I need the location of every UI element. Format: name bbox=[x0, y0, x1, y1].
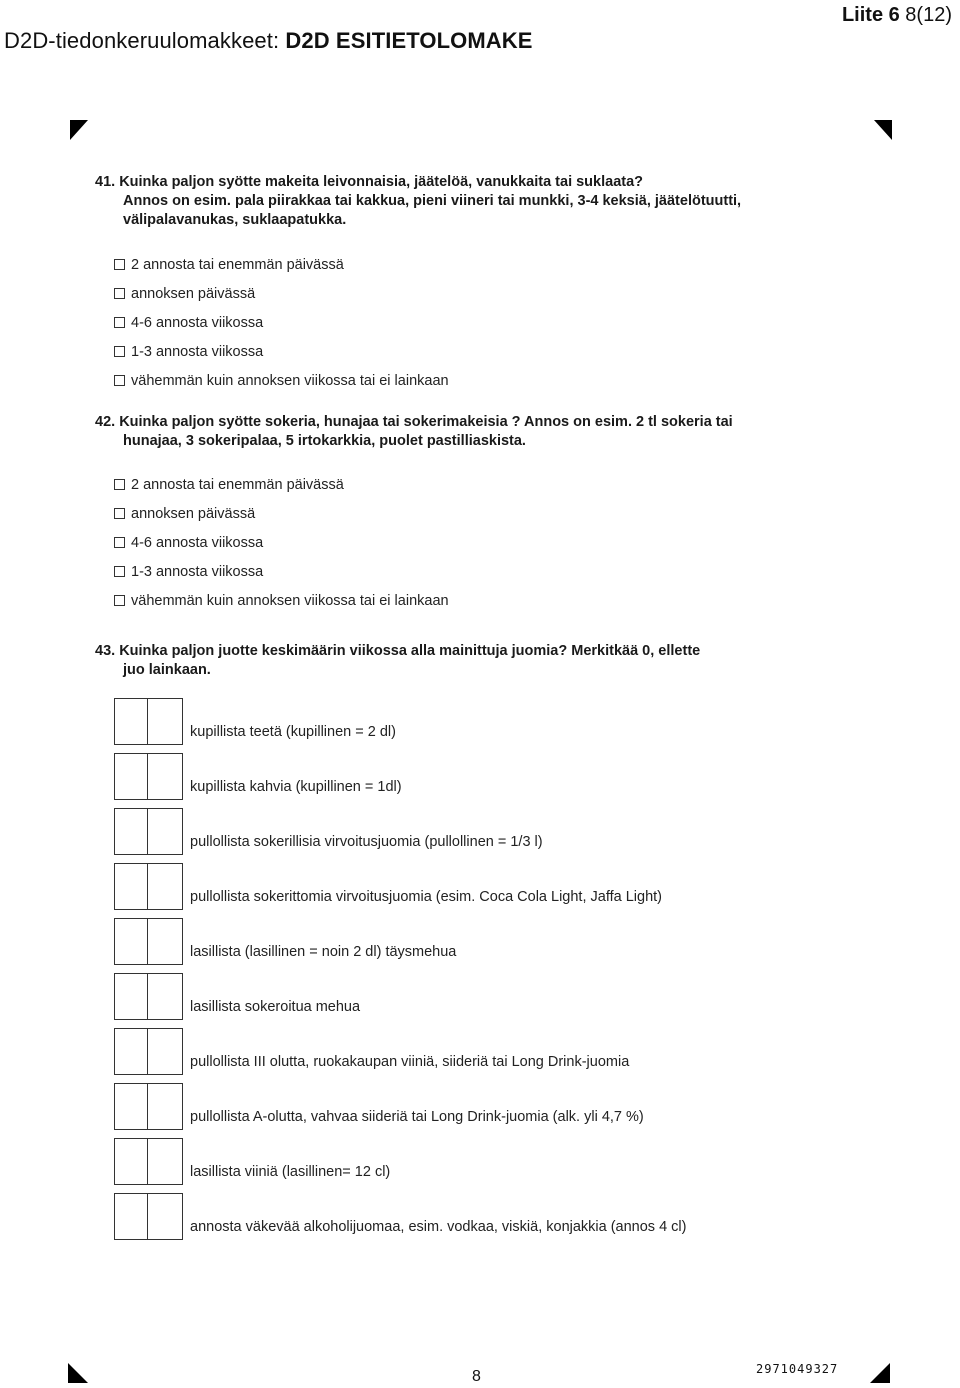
digit-box-tens[interactable] bbox=[114, 918, 148, 965]
question-number: 43. bbox=[95, 643, 116, 659]
option-label: 4-6 annosta viikossa bbox=[131, 534, 264, 551]
digit-box-ones[interactable] bbox=[148, 698, 183, 745]
question-text-line1: Kuinka paljon syötte sokeria, hunajaa tai sokerimakeisia ? Annos on esim. 2 tl sokeria tai bbox=[119, 414, 733, 430]
digit-box-ones[interactable] bbox=[148, 808, 183, 855]
question-text-line2: juo lainkaan. bbox=[123, 662, 211, 678]
option-row[interactable] bbox=[114, 250, 449, 279]
header-prefix: D2D-tiedonkeruulomakkeet: bbox=[4, 28, 286, 53]
digit-box-tens[interactable] bbox=[114, 863, 148, 910]
option-label: 1-3 annosta viikossa bbox=[131, 563, 264, 580]
digit-box-ones[interactable] bbox=[148, 1138, 183, 1185]
question-41-options bbox=[114, 250, 449, 395]
appendix-number: Liite 6 bbox=[841, 4, 900, 26]
digit-box-tens[interactable] bbox=[114, 1083, 148, 1130]
drink-label: pullollista A-olutta, vahvaa siideriä tai Long Drink-juomia (alk. yli 4,7 %) bbox=[190, 1109, 644, 1125]
checkbox[interactable] bbox=[114, 317, 125, 328]
option-label: vähemmän kuin annoksen viikossa tai ei lainkaan bbox=[131, 372, 449, 389]
digit-box-ones[interactable] bbox=[148, 973, 183, 1020]
checkbox[interactable] bbox=[114, 375, 125, 386]
question-text-line3: välipalavanukas, suklaapatukka. bbox=[123, 212, 347, 228]
registration-mark-top-right bbox=[874, 120, 892, 140]
option-row[interactable] bbox=[114, 308, 449, 337]
digit-box-tens[interactable] bbox=[114, 1138, 148, 1185]
question-number: 41. bbox=[95, 174, 116, 190]
registration-mark-bottom-left bbox=[68, 1363, 88, 1383]
appendix-page: 8(12) bbox=[899, 4, 952, 26]
drink-label: lasillista sokeroitua mehua bbox=[190, 999, 361, 1015]
checkbox[interactable] bbox=[114, 259, 125, 270]
option-label: vähemmän kuin annoksen viikossa tai ei lainkaan bbox=[131, 592, 449, 609]
header-form-name: D2D ESITIETOLOMAKE bbox=[285, 28, 533, 53]
drink-label: kupillista teetä (kupillinen = 2 dl) bbox=[190, 724, 396, 740]
digit-box-ones[interactable] bbox=[148, 863, 183, 910]
option-label: annoksen päivässä bbox=[131, 285, 256, 302]
digit-box-tens[interactable] bbox=[114, 973, 148, 1020]
option-row[interactable] bbox=[114, 528, 449, 557]
form-code: 2971049327 bbox=[756, 1362, 839, 1376]
option-label: 4-6 annosta viikossa bbox=[131, 314, 264, 331]
question-43 bbox=[95, 642, 895, 680]
document-header-title bbox=[4, 28, 533, 54]
digit-box-tens[interactable] bbox=[114, 808, 148, 855]
question-42 bbox=[95, 413, 895, 451]
digit-box-ones[interactable] bbox=[148, 918, 183, 965]
registration-mark-bottom-right bbox=[870, 1363, 890, 1383]
option-label: 2 annosta tai enemmän päivässä bbox=[131, 476, 344, 493]
question-text-line1: Kuinka paljon syötte makeita leivonnaisia, jäätelöä, vanukkaita tai suklaata? bbox=[119, 174, 644, 190]
checkbox[interactable] bbox=[114, 595, 125, 606]
checkbox[interactable] bbox=[114, 346, 125, 357]
question-41 bbox=[95, 173, 895, 230]
question-text-line2: hunajaa, 3 sokeripalaa, 5 irtokarkkia, puolet pastilliaskista. bbox=[123, 433, 526, 449]
digit-box-tens[interactable] bbox=[114, 1193, 148, 1240]
page-number: 8 bbox=[472, 1368, 481, 1385]
drink-label: lasillista (lasillinen = noin 2 dl) täysmehua bbox=[190, 944, 457, 960]
option-row[interactable] bbox=[114, 366, 449, 395]
drink-label: pullollista III olutta, ruokakaupan viiniä, siideriä tai Long Drink-juomia bbox=[190, 1054, 630, 1070]
option-label: 1-3 annosta viikossa bbox=[131, 343, 264, 360]
option-label: 2 annosta tai enemmän päivässä bbox=[131, 256, 344, 273]
checkbox[interactable] bbox=[114, 537, 125, 548]
option-label: annoksen päivässä bbox=[131, 505, 256, 522]
checkbox[interactable] bbox=[114, 508, 125, 519]
digit-box-tens[interactable] bbox=[114, 1028, 148, 1075]
drink-label: pullollista sokerillisia virvoitusjuomia (pullollinen = 1/3 l) bbox=[190, 834, 543, 850]
registration-mark-top-left bbox=[70, 120, 88, 140]
drink-label: pullollista sokerittomia virvoitusjuomia (esim. Coca Cola Light, Jaffa Light) bbox=[190, 889, 662, 905]
digit-box-tens[interactable] bbox=[114, 753, 148, 800]
digit-box-tens[interactable] bbox=[114, 698, 148, 745]
digit-box-ones[interactable] bbox=[148, 1028, 183, 1075]
checkbox[interactable] bbox=[114, 479, 125, 490]
digit-box-ones[interactable] bbox=[148, 1083, 183, 1130]
question-42-options bbox=[114, 470, 449, 615]
option-row[interactable] bbox=[114, 499, 449, 528]
checkbox[interactable] bbox=[114, 566, 125, 577]
option-row[interactable] bbox=[114, 586, 449, 615]
appendix-label bbox=[842, 4, 952, 27]
option-row[interactable] bbox=[114, 337, 449, 366]
question-text-line2: Annos on esim. pala piirakkaa tai kakkua, pieni viineri tai munkki, 3-4 keksiä, jäätelötuutti, bbox=[123, 193, 742, 209]
option-row[interactable] bbox=[114, 470, 449, 499]
drink-label: annosta väkevää alkoholijuomaa, esim. vodkaa, viskiä, konjakkia (annos 4 cl) bbox=[190, 1219, 687, 1235]
option-row[interactable] bbox=[114, 279, 449, 308]
question-text-line1: Kuinka paljon juotte keskimäärin viikossa alla mainittuja juomia? Merkitkää 0, ellette bbox=[119, 643, 701, 659]
option-row[interactable] bbox=[114, 557, 449, 586]
checkbox[interactable] bbox=[114, 288, 125, 299]
question-number: 42. bbox=[95, 414, 116, 430]
drink-label: kupillista kahvia (kupillinen = 1dl) bbox=[190, 779, 402, 795]
drink-label: lasillista viiniä (lasillinen= 12 cl) bbox=[190, 1164, 391, 1180]
digit-box-ones[interactable] bbox=[148, 753, 183, 800]
digit-box-ones[interactable] bbox=[148, 1193, 183, 1240]
